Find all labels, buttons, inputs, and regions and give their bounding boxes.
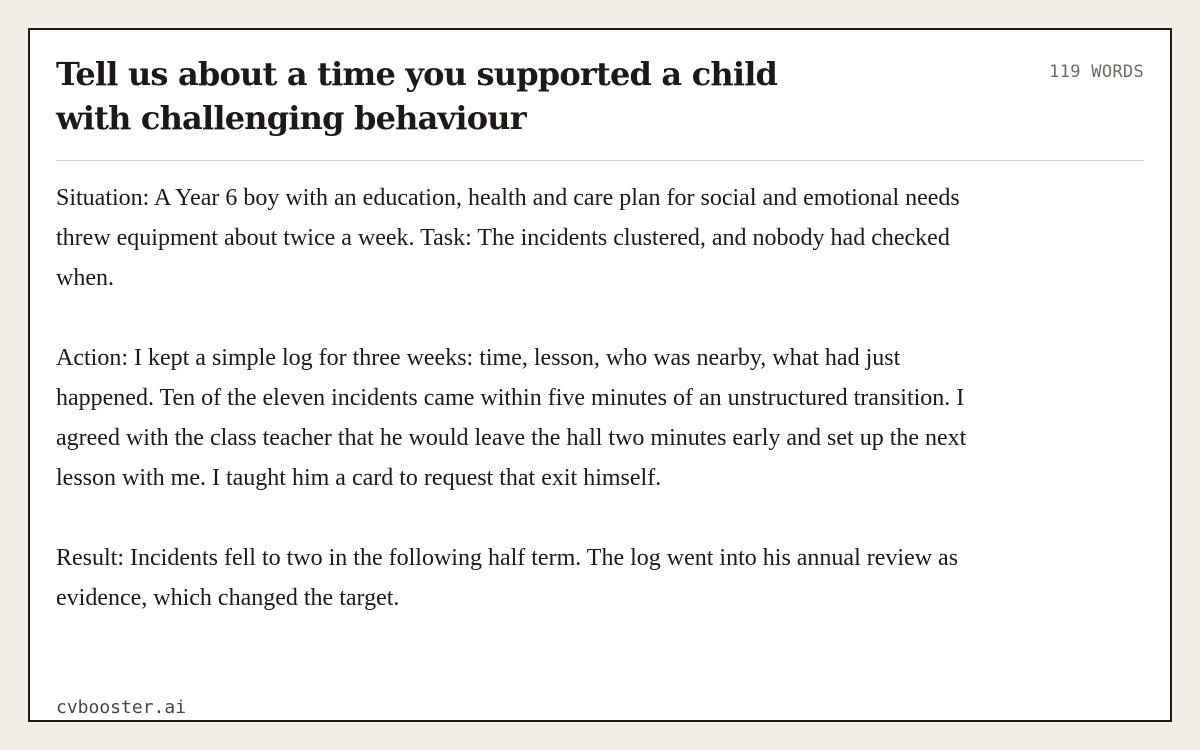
- question-title: [56, 52, 846, 140]
- paragraph-action: Action: I kept a simple log for three weeks: time, lesson, who was nearby, what had just happened. Ten of the eleven incidents came within five minutes of an unstructured transition. I agreed with the class teacher that he would leave the hall two minutes early and set up the next lesson with me. I taught him a card to request that exit himself.: [56, 345, 967, 491]
- question-title-line-2: with challenging behaviour: [56, 99, 526, 137]
- answer-body: [56, 178, 996, 658]
- paragraph-result: Result: Incidents fell to two in the following half term. The log went into his annual review as evidence, which changed the target.: [56, 545, 959, 611]
- brand-footer: cvbooster.ai: [56, 697, 187, 718]
- paragraph-situation: Situation: A Year 6 boy with an education, health and care plan for social and emotional needs threw equipment about twice a week. Task: The incidents clustered, and nobody had checked when.: [56, 185, 960, 291]
- word-count: 119 WORDS: [1049, 62, 1144, 82]
- question-title-line-1: Tell us about a time you supported a child: [56, 55, 778, 93]
- card-header: [56, 52, 1144, 161]
- answer-card: [28, 28, 1172, 722]
